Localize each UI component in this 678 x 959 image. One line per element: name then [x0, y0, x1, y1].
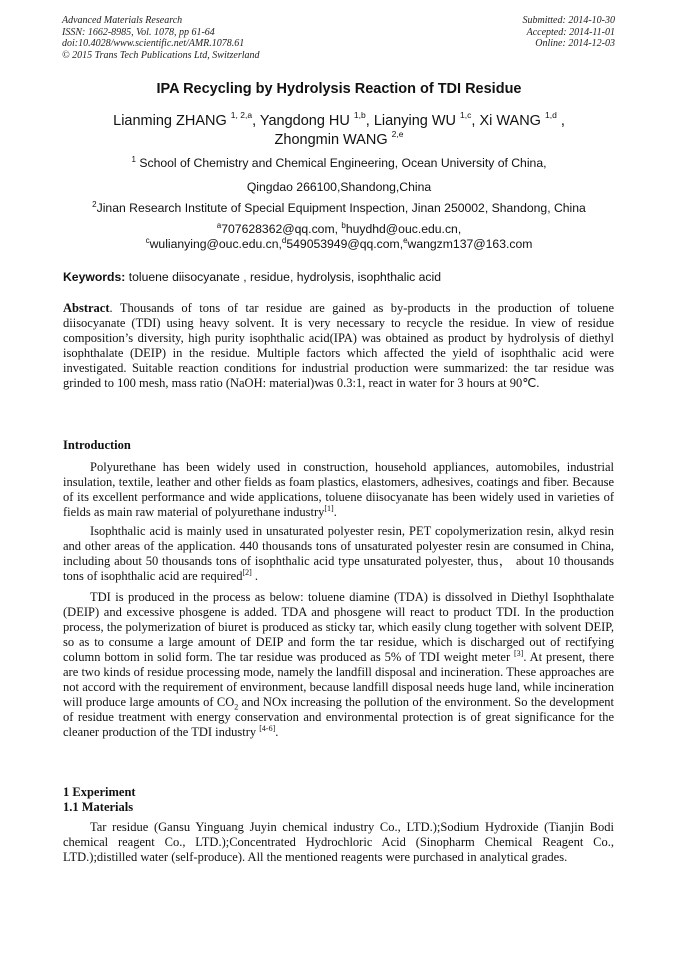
paper-title: IPA Recycling by Hydrolysis Reaction of TDI Residue: [156, 81, 522, 97]
online-date: Online: 2014-12-03: [535, 38, 615, 49]
citation: [4-6]: [259, 723, 276, 733]
author-name: Yangdong HU: [259, 113, 350, 129]
journal-header: [62, 15, 260, 61]
date-header: [523, 15, 616, 50]
author-affiliation-mark: 1,d: [544, 110, 557, 121]
introduction-paragraph-1: Polyurethane has been widely used in construction, household appliances, automobiles, industrial insulation, textile, leather and other fields as foam plastics, elastomers, adhesives, coatings and fiber. Because of its excellent performance and wide applications, toluene diisocyanate has been widely used in varieties of fields as main raw material of polyurethane industry[1].: [63, 460, 614, 519]
keywords: [63, 270, 441, 284]
author-name: Lianying WU: [373, 113, 457, 129]
citation: [3]: [513, 648, 524, 658]
author-name: Xi WANG: [479, 113, 541, 129]
author-affiliation-mark: 1, 2,a: [230, 110, 253, 121]
materials-subheading: 1.1 Materials: [63, 800, 134, 814]
abstract-label: Abstract: [63, 301, 110, 315]
journal-name: Advanced Materials Research: [62, 15, 183, 26]
keywords-text: toluene diisocyanate , residue, hydrolysis, isophthalic acid: [125, 270, 442, 284]
author-affiliation-mark: 1,b: [353, 110, 366, 121]
affiliation-2: $^2$Jinan Research Institute of Special Equipment Inspection, Jinan 250002, Shandong, China: [92, 199, 586, 215]
affiliation-1: $^1$ School of Chemistry and Chemical Engineering, Ocean University of China,: [131, 154, 547, 170]
introduction-paragraph-2: Isophthalic acid is mainly used in unsaturated polyester resin, PET copolymerization resin, alkyd resin and other areas of the application. 440 thousands tons of unsaturated polyester resin are consumed in China, including about 50 thousands tons of isophthalic acid type unsaturated polyester, thus， about 10 thousands tons of isophthalic acid are required[2] .: [63, 524, 614, 583]
affiliation-1-address: Qingdao 266100,Shandong,China: [246, 180, 432, 194]
keywords-label: Keywords:: [63, 270, 126, 284]
citation: [1]: [324, 503, 334, 513]
author-affiliation-mark: 2,e: [391, 129, 404, 140]
citation: [2]: [242, 567, 252, 577]
introduction-heading: Introduction: [63, 438, 131, 452]
materials-paragraph: Tar residue (Gansu Yinguang Juyin chemical industry Co., LTD.);Sodium Hydroxide (Tianjin Bodi chemical reagent Co., LTD.);Concentrated Hydrochloric Acid (Sinopharm Chemical Reagent Co., LTD.);distilled water (self-produce). All the mentioned reagents were purchased in analytical grades.: [63, 820, 614, 864]
experiment-heading: 1 Experiment: [63, 785, 136, 799]
author-name: Lianming ZHANG: [113, 113, 227, 129]
author-name: Zhongmin WANG: [274, 132, 388, 148]
email-line-1: $^a$707628362@qq.com, $^b$huydhd@ouc.edu.cn,: [216, 220, 462, 236]
submitted-date: Submitted: 2014-10-30: [522, 15, 615, 26]
abstract-text: . Thousands of tons of tar residue are gained as by-products in the production of toluene diisocyanate (TDI) using heavy solvent. It is very necessary to recycle the residue. In view of residue composition’s diversity, high purity isophthalic acid(IPA) was obtained as product by hydrolysis of diethyl isophthalate (DEIP) in the residue. Multiple factors which affected the yield of isophthalic acid were investigated. Suitable reaction conditions for industrial production were summarized: the tar residue was grinded to 100 mesh, mass ratio (NaOH: material)was 0.3:1, react in water for 3 hours at 90℃.: [63, 301, 614, 390]
introduction-paragraph-3: TDI is produced in the process as below: toluene diamine (TDA) is dissolved in Diethyl Isophthalate (DEIP) and excessive phosgene is added. TDA and phosgene will react to product TDI. In the production process, the polymerization of biuret is produced as sticky tar, which easily clung together with solvent DEIP, so as to consume a large amount of DEIP and form the tar residue, which is discharged out of rectifying column bottom in solid form. The tar residue was produced as 5% of TDI weight meter [3]. At present, there are two kinds of residue processing mode, namely the landfill disposal and incineration. These approaches are not accord with the requirement of environment, because landfill disposal needs huge land, while incineration will produce large amounts of $CO_2$ and NOx increasing the pollution of the environment. So the development of residue treatment with energy conservation and environmental protection is of great significance for the cleaner production of the TDI industry [4-6].: [63, 590, 615, 739]
journal-copyright: © 2015 Trans Tech Publications Ltd, Switzerland: [62, 49, 260, 61]
author-affiliation-mark: 1,c: [460, 110, 472, 121]
abstract: [63, 301, 614, 391]
accepted-date: Accepted: 2014-11-01: [526, 26, 615, 38]
author-list: Lianming ZHANG $^{1, 2,a}$, Yangdong HU $^{1,b}$, Lianying WU $^{1,c}$, Xi WANG $^{1,d}$ , Zhongmin WANG $^{2,e}$: [113, 110, 565, 148]
journal-issn: ISSN: 1662-8985, Vol. 1078, pp 61-64: [62, 26, 215, 38]
email-line-2: $^c$wulianying@ouc.edu.cn,$^d$549053949@qq.com,$^e$wangzm137@163.com: [145, 235, 533, 251]
journal-doi: doi:10.4028/www.scientific.net/AMR.1078.61: [62, 38, 245, 49]
